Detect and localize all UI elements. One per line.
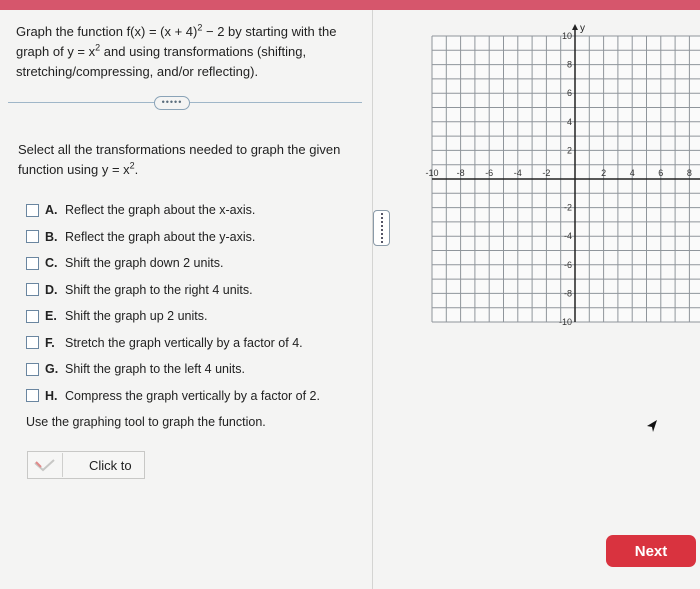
prompt-exponent: 2 (129, 160, 135, 171)
option-label: Reflect the graph about the y-axis. (65, 229, 256, 244)
y-tick-label: 8 (566, 59, 572, 70)
panel-resize-handle[interactable] (373, 210, 390, 246)
option-letter: G. (45, 362, 59, 377)
graph-instruction: Use the graphing tool to graph the function. (26, 415, 266, 429)
option-c[interactable] (26, 250, 366, 277)
option-label: Stretch the graph vertically by a factor of 4. (65, 335, 303, 350)
question-prefix: Graph the function f(x) = (x + 4) (16, 24, 198, 39)
checkbox[interactable] (26, 310, 39, 323)
y-tick-label: -6 (563, 259, 572, 270)
checkbox[interactable] (26, 283, 39, 296)
question-text (16, 22, 346, 82)
option-label: Reflect the graph about the x-axis. (65, 203, 256, 218)
option-label: Shift the graph down 2 units. (65, 256, 224, 271)
option-letter: E. (45, 309, 57, 324)
checkbox[interactable] (26, 204, 39, 217)
option-label: Compress the graph vertically by a factor of 2. (65, 388, 320, 403)
checkbox[interactable] (26, 257, 39, 270)
option-label: Shift the graph to the left 4 units. (65, 362, 245, 377)
option-a[interactable] (26, 197, 366, 224)
option-f[interactable] (26, 330, 366, 357)
graph-tool-button[interactable] (27, 451, 145, 479)
top-accent-bar (0, 0, 700, 10)
expand-more-button[interactable]: ••••• (154, 96, 190, 110)
y-tick-label: -2 (563, 202, 572, 213)
pencil-icon[interactable] (28, 453, 63, 477)
checkbox[interactable] (26, 336, 39, 349)
x-tick-label: -8 (456, 168, 465, 178)
prompt-end: . (134, 162, 139, 177)
question-exponent-1: 2 (197, 22, 203, 33)
option-letter: H. (45, 388, 58, 403)
prompt-body: Select all the transformations needed to graph the given function using y = x (18, 142, 341, 177)
y-tick-label: -10 (558, 317, 572, 327)
x-tick-label: -6 (485, 168, 494, 178)
option-e[interactable] (26, 303, 366, 330)
x-tick-label: 4 (629, 168, 635, 178)
graph-area[interactable] (425, 23, 700, 327)
option-letter: A. (45, 203, 58, 218)
graph-tool-label: Click to (89, 457, 132, 473)
option-letter: D. (45, 282, 58, 297)
checkbox[interactable] (26, 363, 39, 376)
option-g[interactable] (26, 356, 366, 383)
x-tick-label: -4 (513, 168, 522, 178)
x-tick-label: -10 (425, 168, 439, 178)
checkbox[interactable] (26, 389, 39, 402)
x-tick-label: 2 (601, 168, 607, 178)
next-button[interactable]: Next (606, 535, 696, 567)
panel-divider (372, 10, 373, 589)
option-h[interactable] (26, 383, 366, 410)
question-exponent-2: 2 (95, 42, 101, 53)
option-b[interactable] (26, 224, 366, 251)
x-tick-label: 6 (658, 168, 664, 178)
options-list (26, 197, 366, 409)
question-panel (0, 10, 372, 589)
checkbox[interactable] (26, 230, 39, 243)
x-tick-label: -2 (542, 168, 551, 178)
y-axis-label: y (580, 23, 585, 34)
option-letter: B. (45, 229, 58, 244)
y-tick-label: 2 (566, 145, 572, 156)
y-tick-label: -4 (563, 231, 572, 242)
x-tick-label: 8 (686, 168, 692, 178)
mouse-cursor-icon (646, 419, 658, 438)
option-letter: F. (45, 335, 55, 350)
option-d[interactable] (26, 277, 366, 304)
y-tick-label: 4 (566, 116, 572, 127)
option-letter: C. (45, 256, 58, 271)
y-tick-label: 6 (566, 88, 572, 99)
coordinate-grid[interactable] (425, 23, 700, 327)
question-middle: − 2 by starting with the graph of y = x (16, 24, 337, 59)
option-label: Shift the graph to the right 4 units. (65, 282, 253, 297)
option-label: Shift the graph up 2 units. (65, 309, 208, 324)
prompt-text (18, 140, 348, 180)
y-tick-label: 10 (561, 31, 572, 41)
y-tick-label: -8 (563, 288, 572, 299)
question-suffix: and using transformations (shifting, stretching/compressing, and/or reflecting). (16, 44, 307, 79)
y-axis-arrow-icon (572, 24, 578, 30)
